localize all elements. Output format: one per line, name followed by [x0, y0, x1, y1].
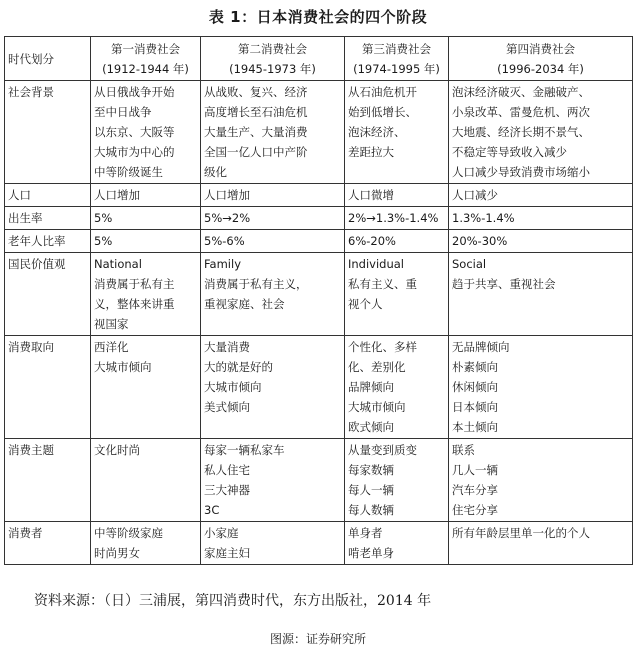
header-col-4-name: 第四消费社会 — [506, 41, 575, 56]
table-cell — [449, 439, 633, 522]
cell-line: 5% — [94, 211, 113, 225]
cell-line: 大城市倾向 — [204, 380, 262, 394]
cell-line: 无品牌倾向 — [452, 340, 510, 354]
table-row — [5, 81, 633, 184]
cell-line: 5% — [94, 234, 113, 248]
cell-line: 时尚男女 — [94, 546, 140, 560]
row-label: 国民价值观 — [5, 253, 91, 336]
table-cell — [201, 230, 345, 253]
header-col-4 — [449, 37, 633, 81]
cell-line: 每家数辆 — [348, 463, 394, 477]
table-cell — [201, 81, 345, 184]
cell-line: 从日俄战争开始 — [94, 85, 175, 99]
cell-line: 休闲倾向 — [452, 380, 498, 394]
cell-line: 大地震、经济长期不景气、 — [452, 125, 590, 139]
header-col-1-range: (1912-1944 年) — [102, 61, 189, 76]
table-cell — [91, 184, 201, 207]
table-cell — [449, 207, 633, 230]
table-cell — [449, 81, 633, 184]
cell-line: 中等阶级家庭 — [94, 526, 163, 540]
cell-line: 视个人 — [348, 297, 383, 311]
table-cell — [201, 439, 345, 522]
table-row — [5, 184, 633, 207]
cell-line: 所有年龄层里单一化的个人 — [452, 526, 590, 540]
header-col-3-name: 第三消费社会 — [362, 41, 431, 56]
cell-line: 美式倾向 — [204, 400, 250, 414]
cell-line: 人口增加 — [94, 188, 140, 202]
cell-line: 欧式倾向 — [348, 420, 394, 434]
cell-line: 私人住宅 — [204, 463, 250, 477]
table-cell — [449, 336, 633, 439]
cell-line: 视国家 — [94, 317, 129, 331]
cell-line: 中等阶级诞生 — [94, 165, 163, 179]
cell-line: 朴素倾向 — [452, 360, 498, 374]
cell-line: 每人一辆 — [348, 483, 394, 497]
cell-line: 品牌倾向 — [348, 380, 394, 394]
cell-line: 义，整体来讲重 — [94, 297, 175, 311]
header-era-label: 时代划分 — [5, 37, 91, 81]
table-row — [5, 439, 633, 522]
cell-line: 单身者 — [348, 526, 383, 540]
table-cell — [345, 230, 449, 253]
cell-line: 从战败、复兴、经济 — [204, 85, 308, 99]
cell-line: 每家一辆私家车 — [204, 443, 285, 457]
cell-line: 联系 — [452, 443, 475, 457]
cell-line: 5%-6% — [204, 234, 245, 248]
table-row — [5, 207, 633, 230]
header-col-3-range: (1974-1995 年) — [353, 61, 440, 76]
cell-line: 人口减少导致消费市场缩小 — [452, 165, 590, 179]
table-cell — [345, 439, 449, 522]
cell-line: 家庭主妇 — [204, 546, 250, 560]
cell-line: 私有主义、重 — [348, 277, 417, 291]
table-cell — [201, 184, 345, 207]
cell-line: 级化 — [204, 165, 227, 179]
cell-line: 重视家庭、社会 — [204, 297, 285, 311]
cell-line: 大城市为中心的 — [94, 145, 175, 159]
row-label: 出生率 — [5, 207, 91, 230]
cell-line: 2%→1.3%-1.4% — [348, 211, 439, 225]
row-label: 消费主题 — [5, 439, 91, 522]
table-cell — [345, 184, 449, 207]
cell-line: 不稳定等导致收入减少 — [452, 145, 567, 159]
header-col-1-name: 第一消费社会 — [111, 41, 180, 56]
cell-line: 啃老单身 — [348, 546, 394, 560]
table-cell — [91, 439, 201, 522]
table-row — [5, 336, 633, 439]
cell-line: Social — [452, 257, 487, 271]
cell-line: 从量变到质变 — [348, 443, 417, 457]
cell-line: 趋于共享、重视社会 — [452, 277, 556, 291]
cell-line: 化、差别化 — [348, 360, 406, 374]
table-cell — [449, 230, 633, 253]
cell-line: 3C — [204, 503, 220, 517]
table-cell — [201, 522, 345, 565]
table-cell — [345, 253, 449, 336]
cell-line: 汽车分享 — [452, 483, 498, 497]
cell-line: 个性化、多样 — [348, 340, 417, 354]
table-cell — [201, 336, 345, 439]
table-cell — [201, 207, 345, 230]
table-cell — [91, 522, 201, 565]
cell-line: 泡沫经济破灭、金融破产、 — [452, 85, 590, 99]
cell-line: 高度增长至石油危机 — [204, 105, 308, 119]
cell-line: 西洋化 — [94, 340, 129, 354]
header-col-4-range: (1996-2034 年) — [497, 61, 584, 76]
table-cell — [91, 81, 201, 184]
table-header-row — [5, 37, 633, 81]
cell-line: National — [94, 257, 142, 271]
row-label: 消费取向 — [5, 336, 91, 439]
header-col-2 — [201, 37, 345, 81]
table-row — [5, 522, 633, 565]
cell-line: 大量生产、大量消费 — [204, 125, 308, 139]
table-cell — [91, 253, 201, 336]
table-title: 表 1：日本消费社会的四个阶段 — [208, 8, 428, 26]
table-cell — [91, 207, 201, 230]
table-cell — [345, 207, 449, 230]
cell-line: 本土倾向 — [452, 420, 498, 434]
table-cell — [91, 230, 201, 253]
cell-line: 1.3%-1.4% — [452, 211, 515, 225]
cell-line: Individual — [348, 257, 405, 271]
cell-line: 每人数辆 — [348, 503, 394, 517]
table-cell — [449, 522, 633, 565]
table-row — [5, 253, 633, 336]
cell-line: 以东京、大阪等 — [94, 125, 175, 139]
cell-line: 三大神器 — [204, 483, 250, 497]
cell-line: 消费属于私有主 — [94, 277, 175, 291]
table-row — [5, 230, 633, 253]
cell-line: 从石油危机开 — [348, 85, 417, 99]
cell-line: 20%-30% — [452, 234, 508, 248]
cell-line: 人口减少 — [452, 188, 498, 202]
row-label: 消费者 — [5, 522, 91, 565]
cell-line: 泡沫经济、 — [348, 125, 406, 139]
header-col-2-range: (1945-1973 年) — [229, 61, 316, 76]
header-col-2-name: 第二消费社会 — [238, 41, 307, 56]
cell-line: 始到低增长、 — [348, 105, 417, 119]
row-label: 社会背景 — [5, 81, 91, 184]
cell-line: 住宅分享 — [452, 503, 498, 517]
header-col-1 — [91, 37, 201, 81]
table-cell — [201, 253, 345, 336]
cell-line: 小泉改革、雷曼危机、两次 — [452, 105, 590, 119]
table-cell — [345, 336, 449, 439]
figure-source: 图源：证券研究所 — [269, 632, 366, 646]
row-label: 人口 — [5, 184, 91, 207]
cell-line: 大城市倾向 — [94, 360, 152, 374]
cell-line: 人口增加 — [204, 188, 250, 202]
cell-line: 6%-20% — [348, 234, 396, 248]
cell-line: 差距拉大 — [348, 145, 394, 159]
cell-line: 文化时尚 — [94, 443, 140, 457]
row-label: 老年人比率 — [5, 230, 91, 253]
cell-line: 小家庭 — [204, 526, 239, 540]
cell-line: 大量消费 — [204, 340, 250, 354]
cell-line: 5%→2% — [204, 211, 251, 225]
table-cell — [345, 522, 449, 565]
table-cell — [449, 184, 633, 207]
cell-line: 消费属于私有主义， — [204, 277, 308, 291]
cell-line: 大城市倾向 — [348, 400, 406, 414]
table-body — [5, 81, 633, 565]
cell-line: Family — [204, 257, 242, 271]
cell-line: 至中日战争 — [94, 105, 152, 119]
cell-line: 日本倾向 — [452, 400, 498, 414]
cell-line: 大的就是好的 — [204, 360, 273, 374]
cell-line: 全国一亿人口中产阶 — [204, 145, 308, 159]
table-cell — [345, 81, 449, 184]
table-cell — [449, 253, 633, 336]
table-cell — [91, 336, 201, 439]
cell-line: 人口微增 — [348, 188, 394, 202]
source-note: 资料来源：（日）三浦展，第四消费时代，东方出版社，2014 年 — [34, 593, 432, 609]
consumption-stages-table — [4, 36, 633, 565]
header-col-3 — [345, 37, 449, 81]
cell-line: 几人一辆 — [452, 463, 498, 477]
